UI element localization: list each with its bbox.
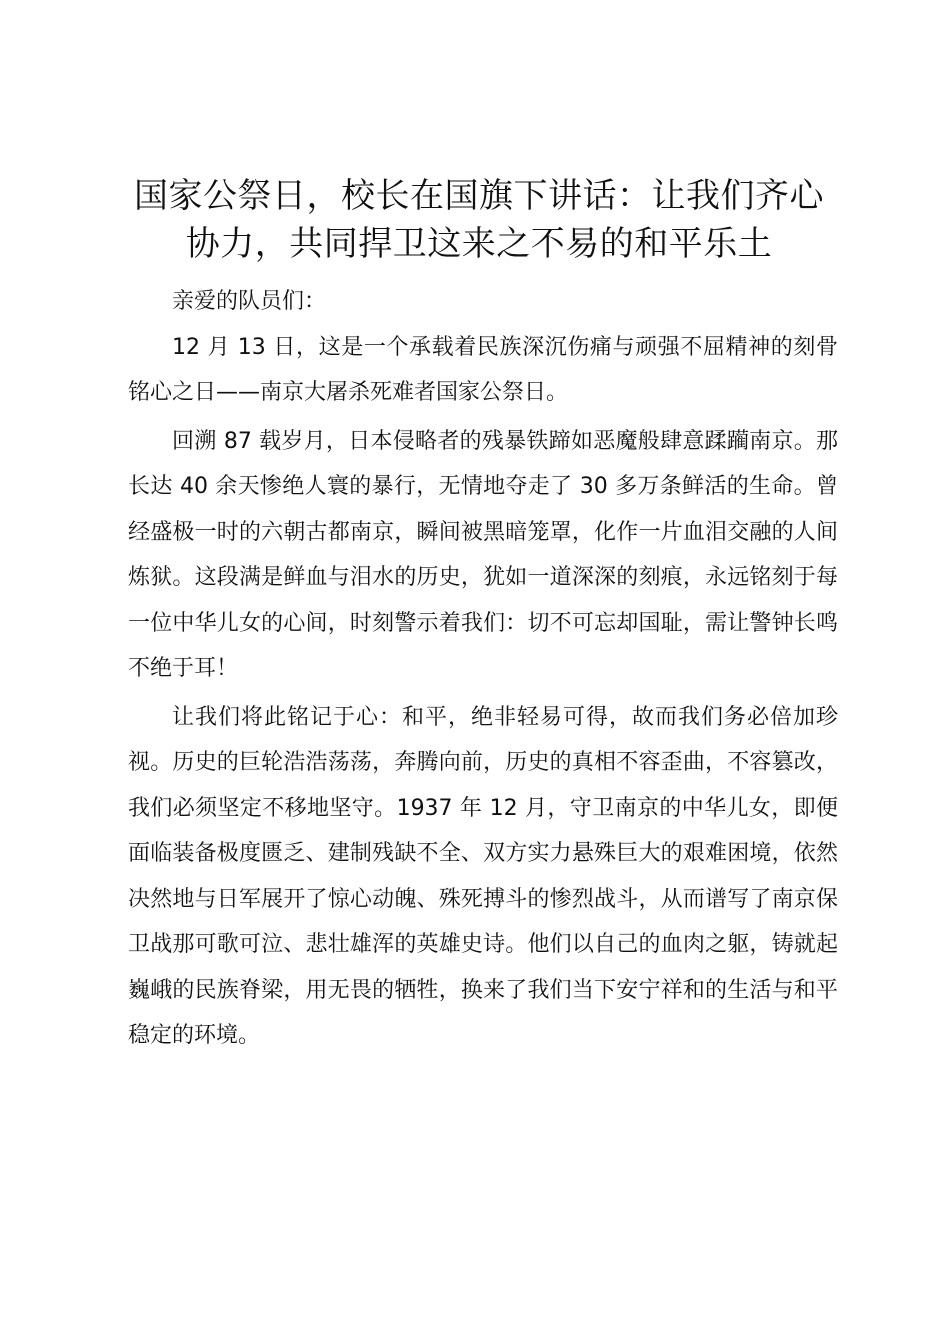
document-body xyxy=(128,279,838,1059)
greeting: 亲爱的队员们： xyxy=(172,289,327,314)
document-title: 国家公祭日，校长在国旗下讲话：让我们齐心协力，共同捍卫这来之不易的和平乐土 xyxy=(134,176,824,264)
paragraph-3: 让我们将此铭记于心：和平，绝非轻易可得，故而我们务必倍加珍视。历史的巨轮浩浩荡荡，奔腾向前，历史的真相不容歪曲，不容篡改，我们必须坚定不移地坚守。1937 年 12 月，守卫南京的中华儿女，即便面临装备极度匮乏、建制残缺不全、双方实力悬殊巨大的艰难困境，依然决然地与日军展开了惊心动魄、殊死搏斗的惨烈战斗，从而谱写了南京保卫战那可歌可泣、悲壮雄浑的英雄史诗。他们以自己的血肉之躯，铸就起巍峨的民族脊梁，用无畏的牺牲，换来了我们当下安宁祥和的生活与和平稳定的环境。 xyxy=(128,704,838,1048)
paragraph-2: 回溯 87 载岁月，日本侵略者的残暴铁蹄如恶魔般肆意蹂躏南京。那长达 40 余天惨绝人寰的暴行，无情地夺走了 30 多万条鲜活的生命。曾经盛极一时的六朝古都南京，瞬间被黑暗笼罩，化作一片血泪交融的人间炼狱。这段满是鲜血与泪水的历史，犹如一道深深的刻痕，永远铭刻于每一位中华儿女的心间，时刻警示着我们：切不可忘却国耻，需让警钟长鸣不绝于耳！ xyxy=(128,428,838,681)
paragraph-1: 12 月 13 日，这是一个承载着民族深沉伤痛与顽强不屈精神的刻骨铭心之日——南京大屠杀死难者国家公祭日。 xyxy=(128,334,838,405)
